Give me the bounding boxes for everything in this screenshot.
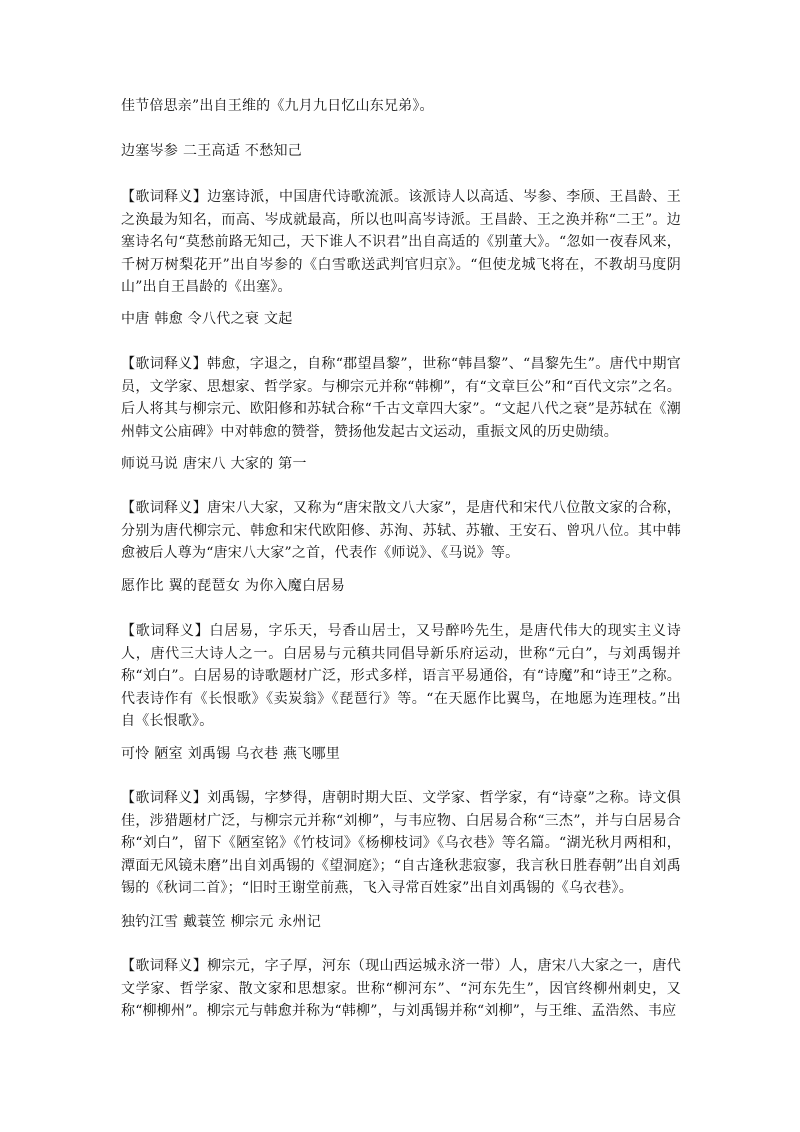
paragraph-explanation: 【歌词释义】唐宋八大家，又称为“唐宋散文八大家”，是唐代和宋代八位散文家的合称，分别为唐代柳宗元、韩愈和宋代欧阳修、苏洵、苏轼、苏辙、王安石、曾巩八位。其中韩愈被后人尊为“唐宋八大家”之首，代表作《师说》、《马说》等。 [121, 500, 681, 562]
paragraph-fragment: 佳节倍思亲”出自王维的《九月九日忆山东兄弟》。 [121, 98, 434, 114]
paragraph-explanation: 【歌词释义】边塞诗派，中国唐代诗歌流派。该派诗人以高适、岑参、李颀、王昌龄、王之涣最为知名，而高、岑成就最高，所以也叫高岑诗派。王昌龄、王之涣并称“二王”。边塞诗名句“莫愁前路无知己，天下谁人不识君”出自高适的《别董大》。“忽如一夜春风来，千树万树梨花开”出自岑参的《白雪歌送武判官归京》。“但使龙城飞将在，不教胡马度阴山”出自王昌龄的《出塞》。 [121, 189, 681, 296]
paragraph-explanation: 【歌词释义】刘禹锡，字梦得，唐朝时期大臣、文学家、哲学家，有“诗豪”之称。诗文俱佳，涉猎题材广泛，与柳宗元并称“刘柳”，与韦应物、白居易合称“三杰”，并与白居易合称“刘白”，留下《陋室铭》《竹枝词》《杨柳枝词》《乌衣巷》等名篇。“湖光秋月两相和，潭面无风镜未磨”出自刘禹锡的《望洞庭》；“自古逢秋悲寂寥，我言秋日胜春朝”出自刘禹锡的《秋词二首》；“旧时王谢堂前燕，飞入寻常百姓家”出自刘禹锡的《乌衣巷》。 [121, 790, 681, 897]
section-heading: 边塞岑参 二王高适 不愁知己 [121, 143, 303, 159]
section-heading: 中唐 韩愈 令八代之衰 文起 [121, 311, 293, 327]
paragraph-explanation: 【歌词释义】柳宗元，字子厚，河东（现山西运城永济一带）人，唐宋八大家之一，唐代文学家、哲学家、散文家和思想家。世称“柳河东”、“河东先生”，因官终柳州刺史，又称“柳柳州”。柳宗元与韩愈并称为“韩柳”，与刘禹锡并称“刘柳”，与王维、孟浩然、韦应 [121, 958, 681, 1020]
section-heading: 愿作比 翼的琵琶女 为你入魔白居易 [121, 578, 345, 594]
paragraph-explanation: 【歌词释义】白居易，字乐天，号香山居士，又号醉吟先生，是唐代伟大的现实主义诗人，唐代三大诗人之一。白居易与元稹共同倡导新乐府运动，世称“元白”，与刘禹锡并称“刘白”。白居易的诗歌题材广泛，形式多样，语言平易通俗，有“诗魔”和“诗王”之称。代表诗作有《长恨歌》《卖炭翁》《琵琶行》等。“在天愿作比翼鸟，在地愿为连理枝。”出自《长恨歌》。 [121, 623, 681, 730]
section-heading: 师说马说 唐宋八 大家的 第一 [121, 456, 307, 472]
section-heading: 独钓江雪 戴蓑笠 柳宗元 永州记 [121, 914, 322, 930]
paragraph-explanation: 【歌词释义】韩愈，字退之，自称“郡望昌黎”，世称“韩昌黎”、“昌黎先生”。唐代中期官员，文学家、思想家、哲学家。与柳宗元并称“韩柳”，有“文章巨公”和“百代文宗”之名。后人将其与柳宗元、欧阳修和苏轼合称“千古文章四大家”。“文起八代之衰”是苏轼在《潮州韩文公庙碑》中对韩愈的赞誉，赞扬他发起古文运动，重振文风的历史勋绩。 [121, 356, 681, 440]
section-heading: 可怜 陋室 刘禹锡 乌衣巷 燕飞哪里 [121, 746, 341, 762]
